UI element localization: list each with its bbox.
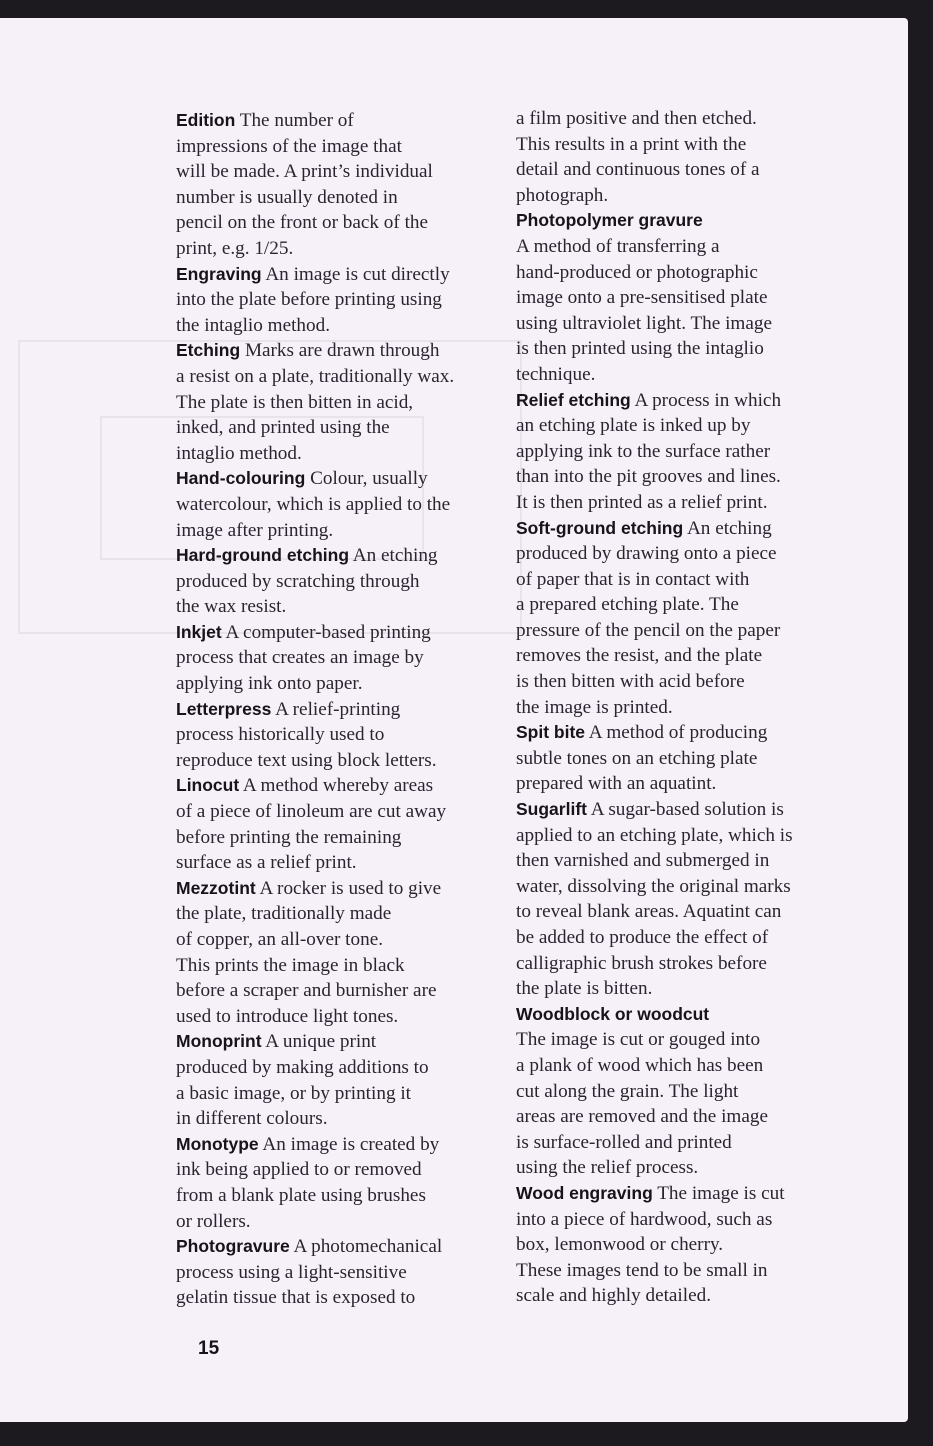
definition-text: Colour, usually (305, 468, 428, 490)
text-line (516, 823, 826, 849)
glossary-right-column (516, 106, 826, 1309)
definition-text: The image is cut (652, 1182, 785, 1204)
text-line (516, 874, 826, 900)
definition-text: water, dissolving the original marks (516, 875, 791, 897)
definition-text: a resist on a plate, traditionally wax. (176, 365, 455, 387)
definition-text: detail and continuous tones of a (516, 159, 760, 181)
definition-text: applying ink to the surface rather (516, 440, 771, 462)
definition-text: A sugar-based solution is (586, 799, 784, 821)
definition-text: It is then printed as a relief print. (516, 491, 768, 513)
definition-text: image onto a pre-sensitised plate (516, 287, 768, 309)
definition-text: in different colours. (176, 1108, 328, 1130)
text-line (176, 262, 494, 288)
definition-text: a film positive and then etched. (516, 108, 757, 129)
text-line (176, 569, 494, 595)
definition-text: prepared with an aquatint. (516, 773, 717, 795)
text-line (516, 592, 826, 618)
definition-text: Marks are drawn through (240, 340, 440, 362)
definition-text: box, lemonwood or cherry. (516, 1234, 724, 1256)
definition-text: This results in a print with the (516, 133, 747, 155)
definition-text: photograph. (516, 184, 609, 206)
text-line (176, 415, 494, 441)
glossary-term: Engraving (176, 263, 262, 284)
definition-text: of paper that is in contact with (516, 568, 750, 590)
text-line (176, 773, 494, 799)
text-line (516, 464, 826, 490)
text-line (516, 516, 826, 542)
definition-text: A rocker is used to give (255, 877, 442, 899)
definition-text: A relief-printing (271, 698, 401, 720)
text-line (516, 541, 826, 567)
definition-text: process historically used to (176, 724, 385, 746)
page-number: 15 (198, 1338, 220, 1359)
definition-text: An image is created by (258, 1133, 440, 1155)
text-line (176, 185, 494, 211)
text-line (176, 287, 494, 313)
definition-text: into a piece of hardwood, such as (516, 1208, 773, 1230)
text-line (176, 978, 494, 1004)
booklet-page (0, 18, 908, 1422)
definition-text: the intaglio method. (176, 314, 331, 336)
definition-text: process that creates an image by (176, 647, 424, 669)
definition-text: ink being applied to or removed (176, 1159, 422, 1181)
definition-text: is then bitten with acid before (516, 671, 745, 693)
glossary-term: Relief etching (516, 389, 631, 410)
text-line (516, 1053, 826, 1079)
text-line (516, 797, 826, 823)
definition-text: will be made. A print’s individual (176, 161, 433, 183)
definition-text: cut along the grain. The light (516, 1080, 739, 1102)
glossary-term: Edition (176, 110, 236, 130)
text-line (176, 825, 494, 851)
text-line (516, 1079, 826, 1105)
definition-text: A method of producing (585, 722, 768, 744)
glossary-term: Woodblock or woodcut (516, 1003, 710, 1024)
definition-text: areas are removed and the image (516, 1106, 768, 1128)
text-line (516, 1027, 826, 1053)
text-line (176, 1157, 494, 1183)
definition-text: the wax resist. (176, 596, 287, 618)
definition-text: This prints the image in black (176, 954, 405, 976)
text-line (516, 413, 826, 439)
definition-text: used to introduce light tones. (176, 1005, 399, 1027)
text-line (516, 490, 826, 516)
definition-text: The number of (235, 110, 354, 131)
text-line (176, 1081, 494, 1107)
text-line (516, 311, 826, 337)
definition-text: An etching (349, 545, 438, 567)
definition-text: number is usually denoted in (176, 186, 398, 208)
text-line (176, 236, 494, 262)
definition-text: is then printed using the intaglio (516, 338, 764, 360)
text-line (176, 1209, 494, 1235)
text-line (516, 899, 826, 925)
text-line (176, 1055, 494, 1081)
definition-text: of copper, an all-over tone. (176, 929, 384, 950)
text-line (176, 594, 494, 620)
text-line (176, 338, 494, 364)
definition-text: a prepared etching plate. The (516, 594, 739, 616)
text-line (176, 543, 494, 569)
glossary-term: Etching (176, 340, 241, 361)
definition-text: the plate is bitten. (516, 978, 653, 1000)
glossary-term: Wood engraving (516, 1182, 653, 1203)
definition-text: intaglio method. (176, 442, 302, 464)
definition-text: A method whereby areas (239, 775, 434, 797)
text-line (516, 208, 826, 234)
text-line (176, 748, 494, 774)
definition-text: into the plate before printing using (176, 289, 442, 311)
definition-text: inked, and printed using the (176, 417, 390, 439)
definition-text: An image is cut directly (261, 263, 450, 285)
definition-text: to reveal blank areas. Aquatint can (516, 901, 782, 923)
text-line (516, 695, 826, 721)
text-line (516, 925, 826, 951)
text-line (176, 210, 494, 236)
glossary-term: Monoprint (176, 1031, 262, 1052)
text-line (516, 746, 826, 772)
definition-text: a plank of wood which has been (516, 1054, 764, 1076)
definition-text: An etching (683, 517, 772, 539)
text-line (516, 1207, 826, 1233)
definition-text: produced by scratching through (176, 570, 420, 592)
definition-text: before a scraper and burnisher are (176, 980, 437, 1002)
glossary-term: Hard-ground etching (176, 545, 350, 566)
definition-text: calligraphic brush strokes before (516, 952, 767, 974)
text-line (516, 618, 826, 644)
text-line (176, 466, 494, 492)
text-line (516, 567, 826, 593)
text-line (516, 976, 826, 1002)
definition-text: the image is printed. (516, 696, 673, 718)
text-line (516, 771, 826, 797)
text-line (176, 390, 494, 416)
text-line (516, 1283, 826, 1309)
definition-text: print, e.g. 1/25. (176, 237, 294, 259)
definition-text: using the relief process. (516, 1157, 699, 1179)
text-line (176, 1029, 494, 1055)
text-line (516, 183, 826, 209)
text-line (516, 362, 826, 388)
definition-text: A computer-based printing (221, 621, 431, 643)
text-line (176, 1260, 494, 1286)
text-line (176, 697, 494, 723)
text-line (516, 848, 826, 874)
glossary-term: Linocut (176, 775, 240, 796)
definition-text: impressions of the image that (176, 135, 402, 157)
definition-text: be added to produce the effect of (516, 927, 769, 948)
text-line (176, 441, 494, 467)
text-line (176, 850, 494, 876)
text-line (176, 1183, 494, 1209)
text-line (516, 1258, 826, 1284)
definition-text: applied to an etching plate, which is (516, 824, 793, 846)
text-line (516, 669, 826, 695)
text-line (516, 234, 826, 260)
glossary-term: Photopolymer gravure (516, 210, 703, 231)
text-line (176, 927, 494, 953)
definition-text: pencil on the front or back of the (176, 212, 429, 234)
definition-text: The image is cut or gouged into (516, 1029, 761, 1051)
text-line (176, 620, 494, 646)
definition-text: using ultraviolet light. The image (516, 312, 772, 334)
glossary-term: Hand-colouring (176, 468, 306, 489)
definition-text: hand-produced or photographic (516, 261, 758, 283)
text-line (176, 671, 494, 697)
text-line (176, 901, 494, 927)
definition-text: of a piece of linoleum are cut away (176, 801, 447, 823)
text-line (176, 1004, 494, 1030)
text-line (176, 1132, 494, 1158)
text-line (176, 1234, 494, 1260)
definition-text: The plate is then bitten in acid, (176, 391, 414, 413)
text-line (516, 720, 826, 746)
text-line (516, 951, 826, 977)
definition-text: A photomechanical (289, 1236, 443, 1258)
definition-text: produced by making additions to (176, 1056, 429, 1078)
text-line (516, 1181, 826, 1207)
text-line (516, 285, 826, 311)
definition-text: than into the pit grooves and lines. (516, 466, 781, 488)
definition-text: removes the resist, and the plate (516, 645, 763, 667)
definition-text: A method of transferring a (516, 235, 720, 257)
text-line (176, 134, 494, 160)
glossary-left-column (176, 108, 494, 1311)
definition-text: is surface-rolled and printed (516, 1131, 732, 1153)
text-line (516, 1104, 826, 1130)
text-line (516, 1232, 826, 1258)
text-line (516, 1002, 826, 1028)
text-line (176, 108, 494, 134)
text-line (176, 1106, 494, 1132)
text-line (176, 1285, 494, 1311)
glossary-term: Mezzotint (176, 877, 256, 898)
text-line (516, 388, 826, 414)
text-line (176, 645, 494, 671)
text-line (516, 157, 826, 183)
definition-text: before printing the remaining (176, 826, 402, 848)
definition-text: technique. (516, 363, 596, 385)
glossary-term: Sugarlift (516, 799, 587, 820)
text-line (516, 260, 826, 286)
definition-text: process using a light-sensitive (176, 1261, 407, 1283)
text-line (516, 132, 826, 158)
text-line (176, 313, 494, 339)
definition-text: watercolour, which is applied to the (176, 493, 451, 515)
glossary-term: Soft-ground etching (516, 517, 684, 538)
definition-text: gelatin tissue that is exposed to (176, 1287, 416, 1309)
definition-text: from a blank plate using brushes (176, 1184, 426, 1206)
definition-text: reproduce text using block letters. (176, 749, 437, 771)
glossary-term: Inkjet (176, 621, 222, 642)
glossary-term: Photogravure (176, 1236, 290, 1257)
text-line (176, 518, 494, 544)
text-line (516, 643, 826, 669)
definition-text: an etching plate is inked up by (516, 415, 751, 437)
text-line (516, 106, 826, 132)
text-line (516, 336, 826, 362)
definition-text: These images tend to be small in (516, 1259, 768, 1281)
text-line (176, 159, 494, 185)
text-line (516, 1155, 826, 1181)
definition-text: pressure of the pencil on the paper (516, 619, 781, 641)
glossary-term: Monotype (176, 1133, 259, 1154)
text-line (516, 439, 826, 465)
definition-text: A unique print (261, 1031, 377, 1053)
definition-text: A process in which (630, 389, 782, 411)
text-line (176, 799, 494, 825)
definition-text: image after printing. (176, 519, 334, 541)
glossary-term: Spit bite (516, 722, 586, 743)
definition-text: subtle tones on an etching plate (516, 747, 758, 769)
definition-text: or rollers. (176, 1210, 251, 1232)
definition-text: surface as a relief print. (176, 852, 357, 874)
text-line (176, 876, 494, 902)
text-line (176, 722, 494, 748)
definition-text: applying ink onto paper. (176, 673, 363, 695)
definition-text: the plate, traditionally made (176, 903, 392, 925)
glossary-term: Letterpress (176, 698, 272, 719)
definition-text: produced by drawing onto a piece (516, 543, 777, 565)
definition-text: then varnished and submerged in (516, 850, 770, 872)
text-line (516, 1130, 826, 1156)
definition-text: a basic image, or by printing it (176, 1082, 411, 1104)
text-line (176, 364, 494, 390)
text-line (176, 492, 494, 518)
definition-text: scale and highly detailed. (516, 1285, 712, 1307)
text-line (176, 953, 494, 979)
